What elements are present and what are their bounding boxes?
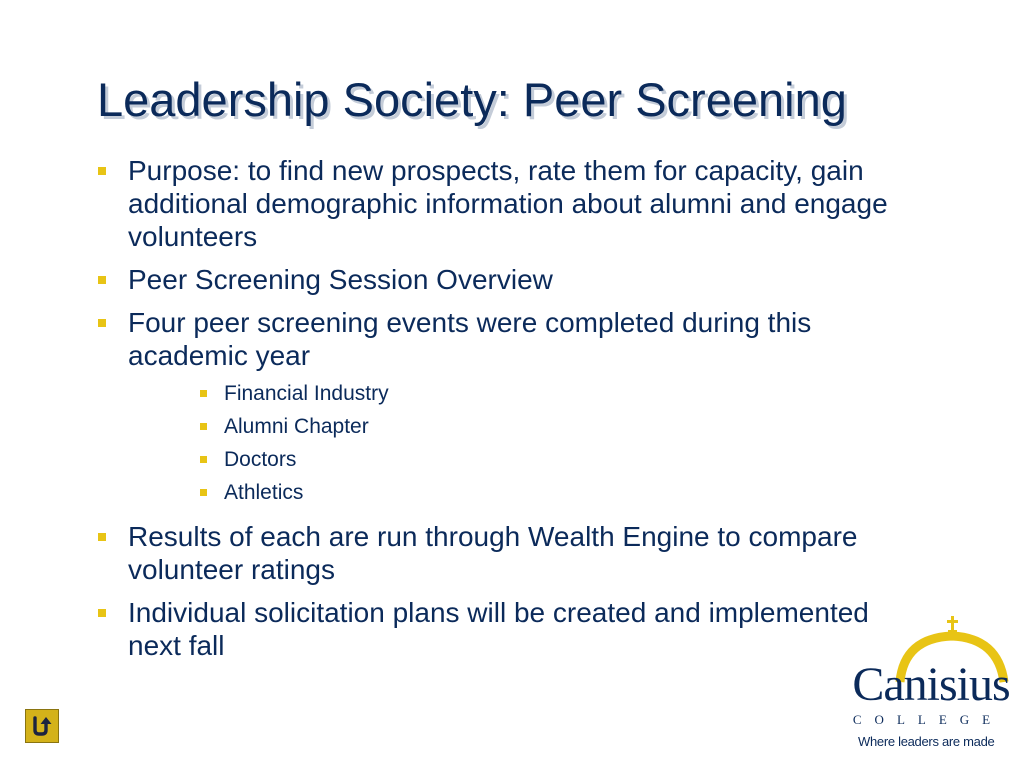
return-button[interactable] (25, 709, 59, 743)
sub-bullet-item (96, 446, 916, 473)
bullet-text: Peer Screening Session Overview (128, 264, 553, 295)
sub-bullet-marker (200, 423, 207, 430)
sub-bullet-marker (200, 489, 207, 496)
sub-bullet-text: Doctors (224, 448, 297, 471)
sub-bullet-marker (200, 456, 207, 463)
sub-bullet-item (96, 479, 916, 506)
bullet-marker (98, 167, 106, 175)
return-arrow-icon (29, 713, 55, 739)
bullet-text: Purpose: to find new prospects, rate them for capacity, gain additional demographic information about alumni and engage volunteers (128, 155, 888, 252)
bullet-item (96, 596, 916, 662)
bullet-item (96, 154, 916, 253)
bullet-text: Results of each are run through Wealth Engine to compare volunteer ratings (128, 521, 858, 585)
logo-college: COLLEGE (852, 712, 1004, 727)
bullet-marker (98, 533, 106, 541)
canisius-logo (838, 612, 1014, 752)
sub-bullet-text: Alumni Chapter (224, 415, 369, 438)
logo-tagline: Where leaders are made (858, 734, 995, 749)
bullet-item (96, 263, 916, 296)
bullet-text: Individual solicitation plans will be created and implemented next fall (128, 597, 869, 661)
bullet-list (96, 154, 916, 672)
bullet-marker (98, 276, 106, 284)
sub-bullet-text: Athletics (224, 481, 304, 504)
sub-bullet-item (96, 413, 916, 440)
logo-name: Canisius (852, 658, 1010, 711)
sub-bullet-list (96, 380, 916, 506)
bullet-text: Four peer screening events were completed during this academic year (128, 307, 812, 371)
bullet-marker (98, 609, 106, 617)
sub-bullet-item (96, 380, 916, 407)
sub-bullet-text: Financial Industry (224, 382, 389, 405)
sub-bullet-marker (200, 390, 207, 397)
bullet-item (96, 520, 916, 586)
bullet-marker (98, 319, 106, 327)
bullet-item (96, 306, 916, 372)
slide-title: Leadership Society: Peer Screening (97, 73, 847, 126)
